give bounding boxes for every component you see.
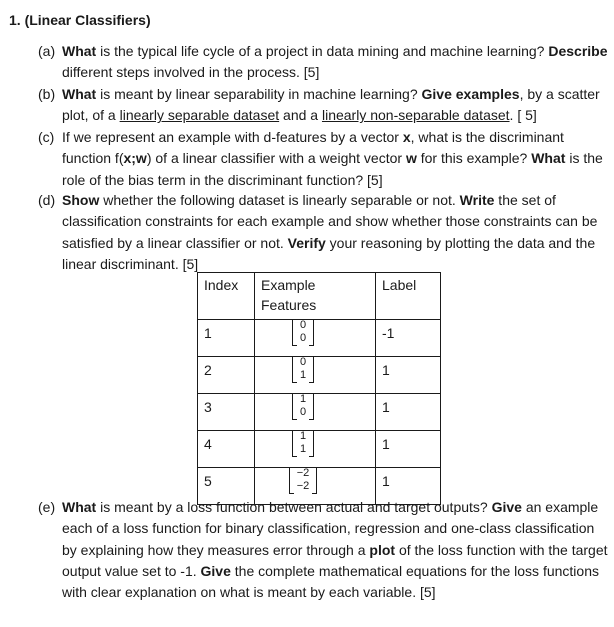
feature-vector: 1 1	[292, 429, 314, 457]
question-c-label: (c)	[38, 129, 55, 145]
question-a-label: (a)	[38, 43, 56, 59]
question-e-text: What is meant by a loss function between actual and target outputs? Give an example each of a loss function for binary classification, regression and one-class classification by explaining how they measures error through a plot of the loss function with the target output value set to -1. Give the complete mathematical equations for the loss functions with clear explanation on what is meant by each variable. [5]	[62, 499, 608, 601]
feature-vector: 0 1	[292, 355, 314, 383]
question-c-text: If we represent an example with d-features by a vector x, what is the discriminant function f(x;w) of a linear classifier with a weight vector w for this example? What is the role of the bias term in the discriminant function? [5]	[62, 129, 603, 188]
table-row	[198, 431, 441, 468]
table-row	[198, 357, 441, 394]
cell-label: 1	[376, 394, 441, 431]
question-d-label: (d)	[38, 192, 56, 208]
cell-label: 1	[376, 431, 441, 468]
cell-features	[255, 431, 376, 468]
cell-index: 1	[198, 320, 255, 357]
question-a-text: What is the typical life cycle of a project in data mining and machine learning? Describe different steps involved in the process. [5]	[62, 43, 608, 81]
table-row	[198, 394, 441, 431]
cell-index: 3	[198, 394, 255, 431]
header-label: Label	[376, 273, 441, 320]
cell-index: 4	[198, 431, 255, 468]
cell-index: 5	[198, 468, 255, 505]
dataset-table	[197, 272, 441, 505]
question-b-label: (b)	[38, 86, 56, 102]
question-a	[38, 41, 610, 84]
feature-vector: 1 0	[292, 392, 314, 420]
header-index: Index	[198, 273, 255, 320]
question-d-text: Show whether the following dataset is linearly separable or not. Write the set of classification constraints for each example and show whether those constraints can be satisfied by a linear classifier or not. Verify your reasoning by plotting the data and the linear discriminant. [5]	[62, 192, 598, 272]
question-b	[38, 84, 610, 127]
header-features: Example Features	[255, 273, 376, 320]
section-title: 1. (Linear Classifiers)	[9, 12, 151, 28]
cell-label: 1	[376, 357, 441, 394]
table-row	[198, 320, 441, 357]
feature-vector: 0 0	[292, 318, 314, 346]
cell-label: 1	[376, 468, 441, 505]
question-e	[38, 497, 610, 603]
cell-features	[255, 394, 376, 431]
feature-vector: −2 −2	[289, 466, 317, 494]
cell-index: 2	[198, 357, 255, 394]
cell-features	[255, 320, 376, 357]
question-d	[38, 190, 610, 275]
cell-label: -1	[376, 320, 441, 357]
question-c	[38, 127, 610, 191]
table-header-row	[198, 273, 441, 320]
question-b-text: What is meant by linear separability in machine learning? Give examples, by a scatter plot, of a linearly separable dataset and a linearly non-separable dataset. [ 5]	[62, 86, 600, 124]
question-e-label: (e)	[38, 499, 56, 515]
cell-features	[255, 357, 376, 394]
